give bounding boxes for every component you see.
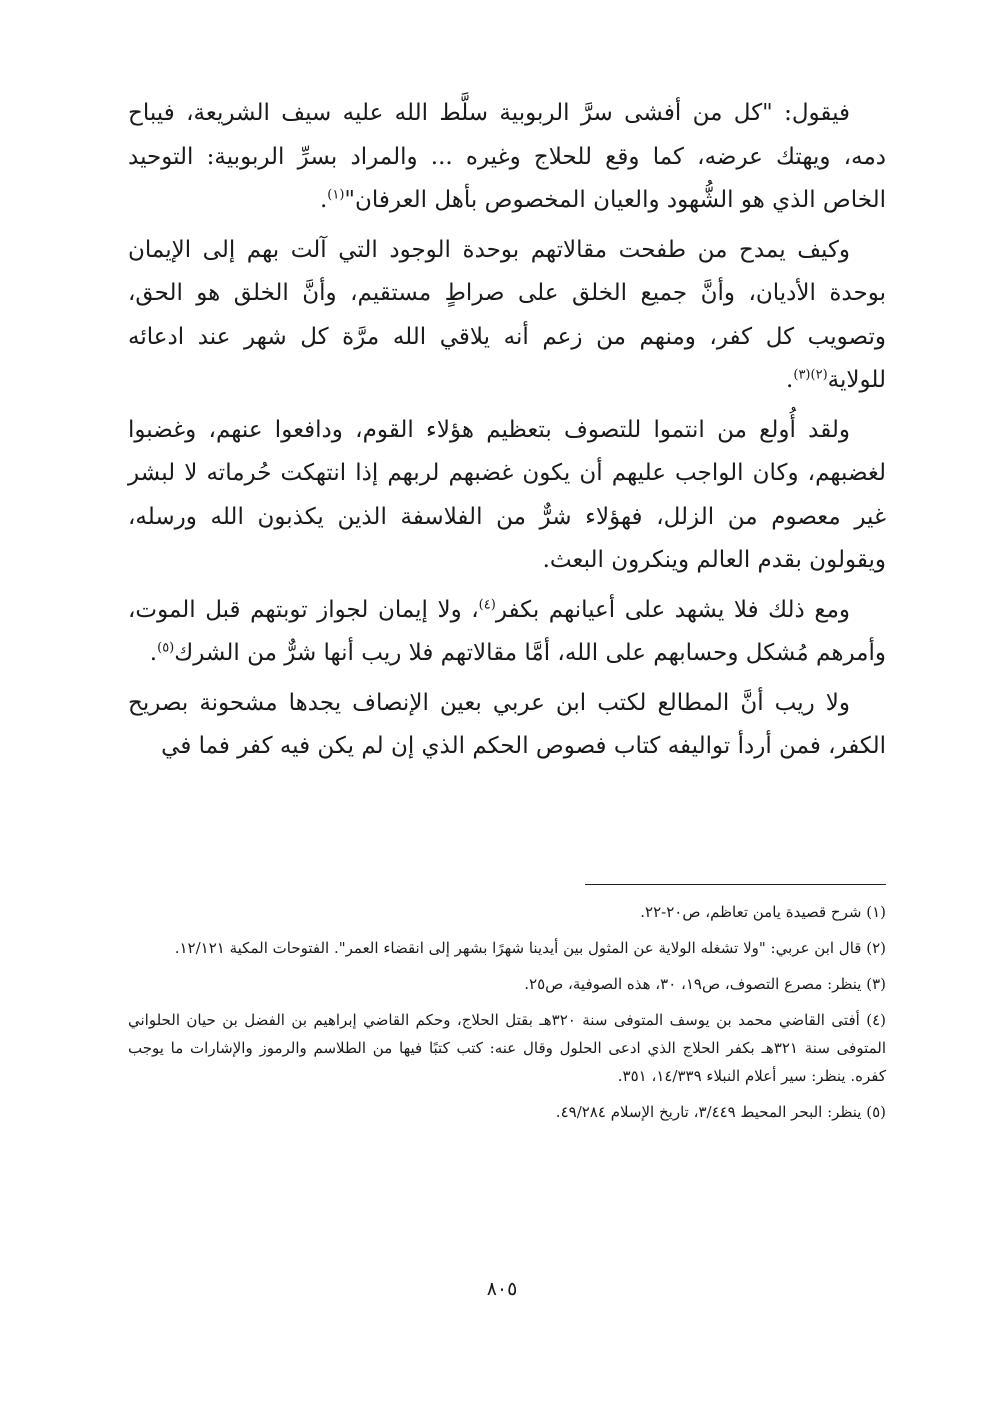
footnote-4: (٤) أفتى القاضي محمد بن يوسف المتوفى سنة ٣٢٠هـ بقتل الحلاج، وحكم القاضي إبراهيم بن الفضل بن حيان الحلواني المتوفى سنة ٣٢١هـ بكفر الحلاج الذي ادعى الحلول وقال عنه: كتب كتبًا فيها من الطلاسم والرموز والإشارات ما يوجب كفره. ينظر: سير أعلام النبلاء ١٤/٣٣٩، ٣٥١. <box>128 1011 887 1085</box>
paragraph-4-text-b: ، ولا إيمان لجواز توبتهم قبل الموت، وأمرهم مُشكل وحسابهم على الله، أمَّا مقالاتهم فلا ريب أنها شرٌّ من الشرك <box>128 596 886 666</box>
paragraph-1-end: . <box>319 187 328 213</box>
paragraph-1-text: فيقول: "كل من أفشى سرَّ الربوبية سلَّط الله عليه سيف الشريعة، فيباح دمه، ويهتك عرضه، كما وقع للحلاج وغيره ... والمراد بسرِّ الربوبية: التوحيد الخاص الذي هو الشُّهود والعيان المخصوص بأهل العرفان" <box>128 100 886 213</box>
footnote-ref-1[interactable]: (١) <box>327 187 345 203</box>
footnote-ref-4[interactable]: (٤) <box>478 596 496 612</box>
paragraph-3-text: ولقد أُولع من انتموا للتصوف بتعظيم هؤلاء القوم، ودافعوا عنهم، وغضبوا لغضبهم، وكان الواجب عليهم أن يكون غضبهم لربهم إذا انتهكت حُرماته لا لبشر غير معصوم من الزلل، فهؤلاء شرٌّ من الفلاسفة الذين يكذبون الله ورسله، ويقولون بقدم العالم وينكرون البعث. <box>128 416 886 573</box>
page-number: ٨٠٥ <box>486 1278 518 1300</box>
footnote-divider <box>585 884 886 885</box>
footnote-2: (٢) قال ابن عربي: "ولا تشغله الولاية عن المثول بين أيدينا شهرًا بشهر إلى انقضاء العمر". الفتوحات المكية ١٢/١٢١. <box>174 939 886 957</box>
paragraph-5 <box>128 682 886 769</box>
paragraph-4-text-a: ومع ذلك فلا يشهد على أعيانهم بكفر <box>495 596 850 623</box>
footnote-3: (٣) ينظر: مصرع التصوف، ص١٩، ٣٠، هذه الصوفية، ص٢٥. <box>524 975 886 993</box>
footnotes <box>128 898 886 1134</box>
footnote-ref-2[interactable]: (٢) <box>810 367 828 383</box>
paragraph-2-text: وكيف يمدح من طفحت مقالاتهم بوحدة الوجود التي آلت بهم إلى الإيمان بوحدة الأديان، وأنَّ جميع الخلق على صراطٍ مستقيم، وأنَّ الخلق هو الحق، وتصويب كل كفر، ومنهم من زعم أنه يلاقي الله مرَّة كل شهر عند ادعائه للولاية <box>128 236 886 393</box>
paragraph-1 <box>128 92 886 223</box>
paragraph-2 <box>128 229 886 403</box>
main-text <box>128 92 886 775</box>
footnote-5: (٥) ينظر: البحر المحيط ٣/٤٤٩، تاريخ الإسلام ٤٩/٢٨٤. <box>555 1103 886 1121</box>
paragraph-4-end: . <box>149 640 158 666</box>
paragraph-2-end: . <box>786 367 794 393</box>
footnote-ref-3[interactable]: (٣) <box>793 367 811 383</box>
footnote-1: (١) شرح قصيدة يامن تعاظم، ص٢٠-٢٢. <box>640 903 886 921</box>
footnote-ref-5[interactable]: (٥) <box>157 640 175 656</box>
paragraph-5-text: ولا ريب أنَّ المطالع لكتب ابن عربي بعين الإنصاف يجدها مشحونة بصريح الكفر، فمن أردأ تواليفه كتاب فصوص الحكم الذي إن لم يكن فيه كفر فما في <box>128 689 886 759</box>
paragraph-3 <box>128 409 886 583</box>
paragraph-4 <box>128 589 886 676</box>
